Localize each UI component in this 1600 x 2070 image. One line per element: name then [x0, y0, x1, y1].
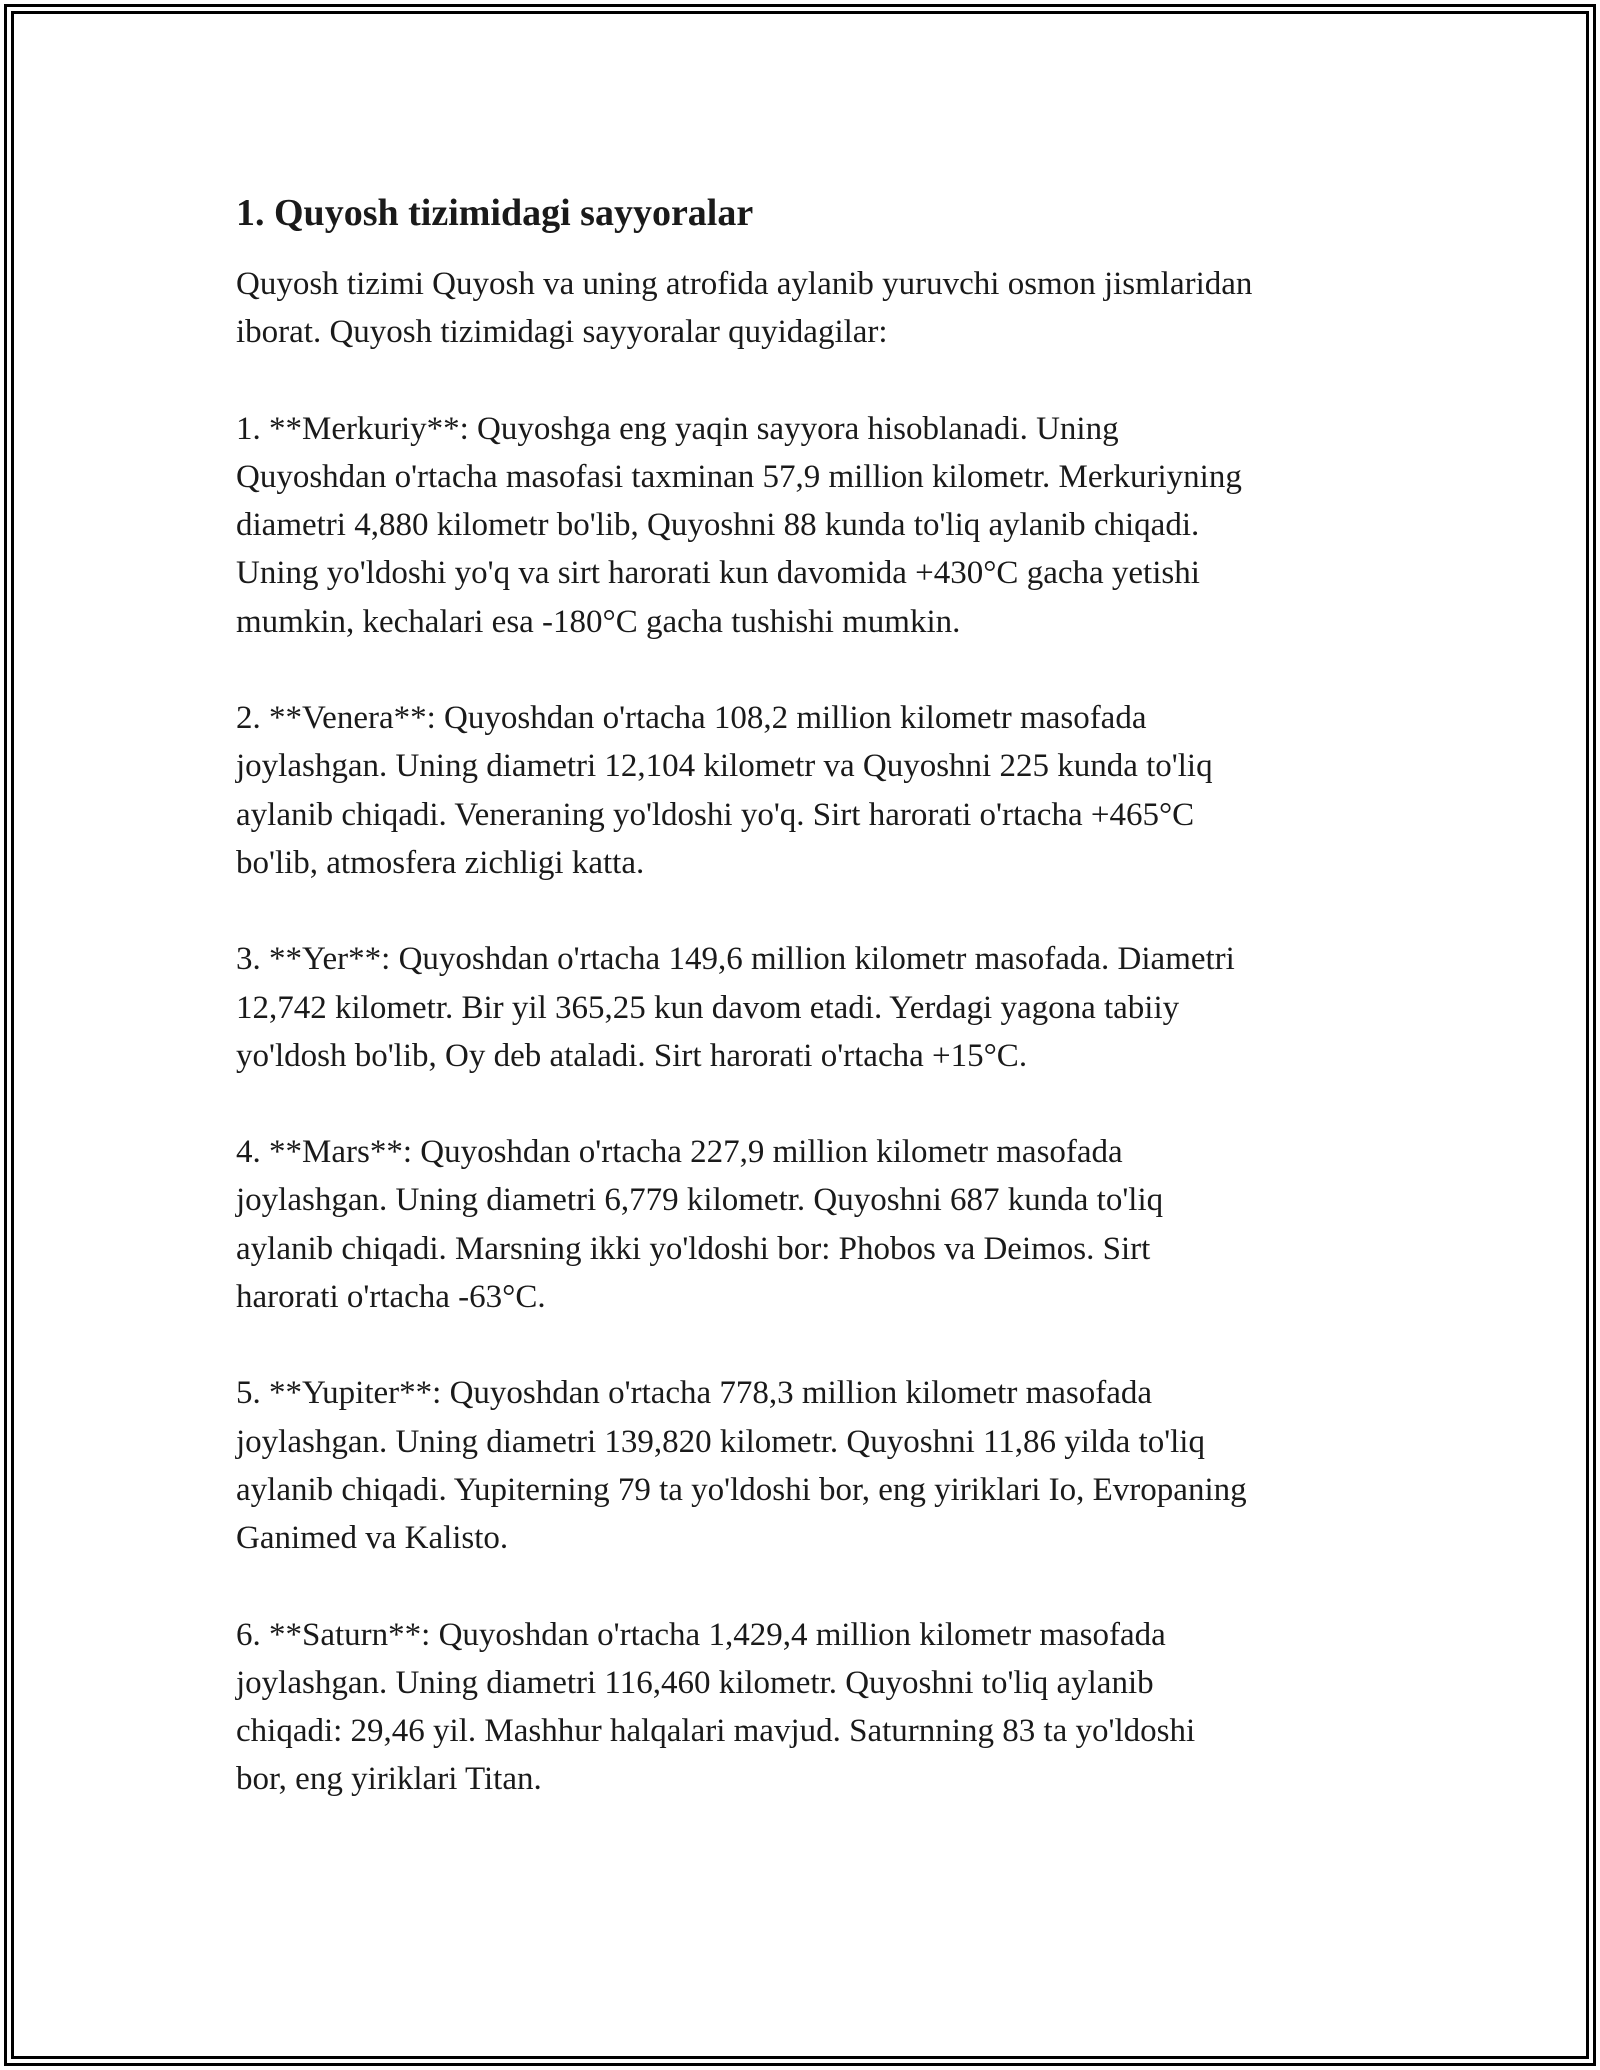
paragraph-yer: 3. **Yer**: Quyoshdan o'rtacha 149,6 million kilometr masofada. Diametri 12,742 kilometr. Bir yil 365,25 kun davom etadi. Yerdagi yagona tabiiy yo'ldosh bo'lib, Oy deb ataladi. Sirt harorati o'rtacha +15°C. — [236, 941, 1235, 1074]
paragraph-merkuriy: 1. **Merkuriy**: Quyoshga eng yaqin sayyora hisoblanadi. Uning Quyoshdan o'rtacha masofasi taxminan 57,9 million kilometr. Merkuriyning diametri 4,880 kilometr bo'lib, Quyoshni 88 kunda to'liq aylanib chiqadi. Uning yo'ldoshi yo'q va sirt harorati kun davomida +430°C gacha yetishi mumkin, kechalari esa -180°C gacha tushishi mumkin. — [236, 410, 1242, 640]
intro-paragraph: Quyosh tizimi Quyosh va uning atrofida aylanib yuruvchi osmon jismlaridan iborat. Quyosh tizimidagi sayyoralar quyidagilar: — [236, 266, 1253, 351]
paragraph-mars: 4. **Mars**: Quyoshdan o'rtacha 227,9 million kilometr masofada joylashgan. Uning diametri 6,779 kilometr. Quyoshni 687 kunda to'liq aylanib chiqadi. Marsning ikki yo'ldoshi bor: Phobos va Deimos. Sirt harorati o'rtacha -63°C. — [236, 1134, 1164, 1316]
section-heading: 1. Quyosh tizimidagi sayyoralar — [236, 192, 754, 234]
paragraph-venera: 2. **Venera**: Quyoshdan o'rtacha 108,2 million kilometr masofada joylashgan. Uning diametri 12,104 kilometr va Quyoshni 225 kunda to'liq aylanib chiqadi. Veneraning yo'ldoshi yo'q. Sirt harorati o'rtacha +465°C bo'lib, atmosfera zichligi katta. — [236, 700, 1213, 881]
document-body — [236, 188, 1386, 1852]
paragraph-saturn: 6. **Saturn**: Quyoshdan o'rtacha 1,429,4 million kilometr masofada joylashgan. Uning diametri 116,460 kilometr. Quyoshni to'liq aylanib chiqadi: 29,46 yil. Mashhur halqalari mavjud. Saturnning 83 ta yo'ldoshi bor, eng yiriklari Titan. — [236, 1616, 1196, 1798]
paragraph-yupiter: 5. **Yupiter**: Quyoshdan o'rtacha 778,3 million kilometr masofada joylashgan. Uning diametri 139,820 kilometr. Quyoshni 11,86 yilda to'liq aylanib chiqadi. Yupiterning 79 ta yo'ldoshi bor, eng yiriklari Io, Evropaning Ganimed va Kalisto. — [236, 1375, 1247, 1557]
